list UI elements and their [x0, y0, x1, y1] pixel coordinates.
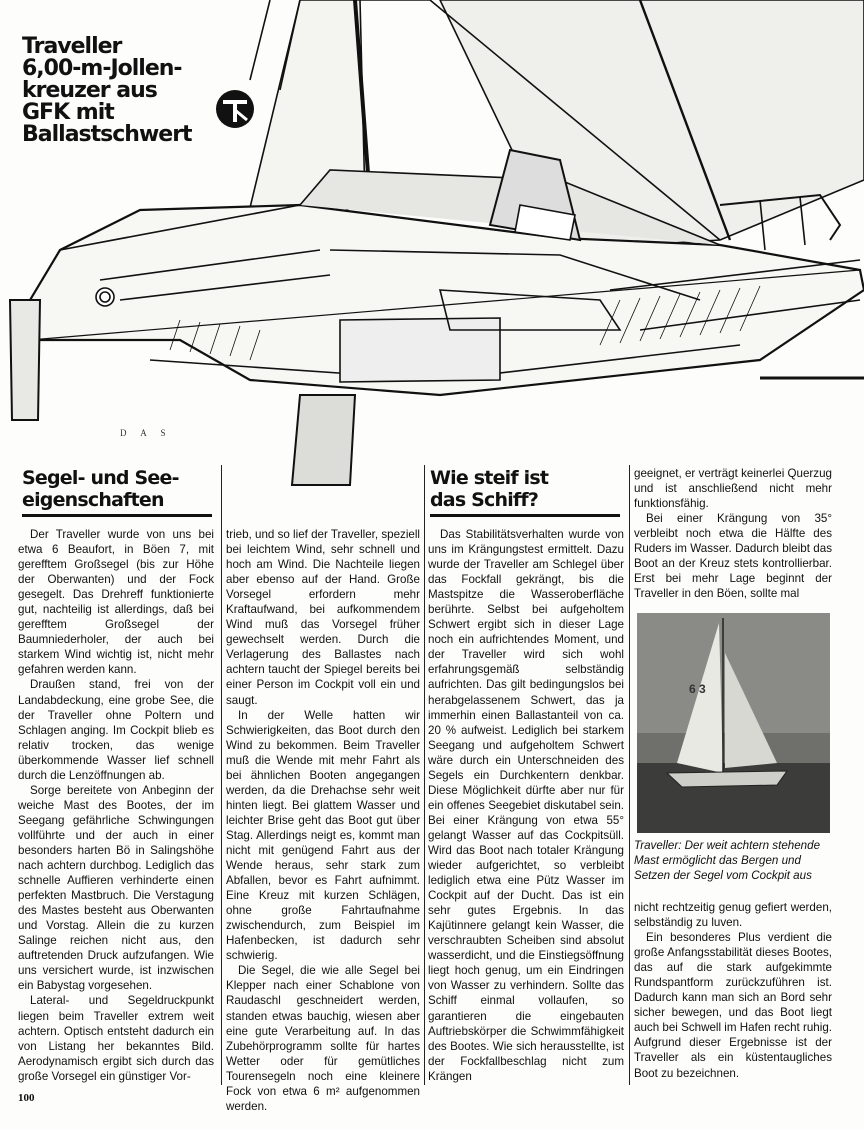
- traveller-logo-icon: [214, 88, 256, 130]
- paragraph: trieb, und so lief der Traveller, speziell bei leichtem Wind, sehr schnell und hoch am Wind. Die Nachteile liegen aber ebenso auf der Hand. Große Vorsegel erfordern mehr Kraftaufwand, bei aufkommendem Wind muß das Vorsegel früher gewechselt werden. Durch die Verlagerung des Ballastes nach achtern taucht der Spiegel bereits bei einer Person im Cockpit voll ein und saugt.: [226, 528, 420, 707]
- paragraph: Der Traveller wurde von uns bei etwa 6 Beaufort, in Böen 7, mit gerefftem Großsegel (bis zur Höhe der Oberwanten) und der Fock gesegelt. Das Drehreff funktionierte gut, nachteilig ist allerdings, daß bei gerefftem Großsegel der Baumniederholer, der auch bei starkem Wind wichtig ist, nicht mehr gefahren werden kann.: [18, 528, 214, 677]
- section-heading-stability: [430, 467, 620, 517]
- sailboat-photo: [637, 613, 830, 833]
- paragraph: Die Segel, die wie alle Segel bei Klepper nach einer Schablone von Raudaschl geschneidert werden, standen etwas bauchig, wiesen aber eine gute Verarbeitung auf. In das Zubehörprogramm sollte für hartes Wetter oder für gemütliches Tourensegeln noch eine kleinere Fock von etwa 6 m² aufgenommen werden.: [226, 964, 420, 1113]
- illustrator-signature: D A S: [120, 428, 172, 438]
- svg-text:6 3: 6 3: [689, 682, 706, 696]
- heading-line: das Schiff?: [430, 489, 539, 511]
- heading-line: eigenschaften: [22, 489, 164, 511]
- title-line: Traveller: [22, 34, 122, 59]
- paragraph: Sorge bereitete von Anbeginn der weiche Mast des Bootes, der im Seegang gefährliche Schwingungen vollführte und der auch in einer besonders harten Bö in Salingshöhe nach achtern durchbog. Lediglich das schnelle Auffieren verhinderte einen perfekten Mastbruch. Die Verstagung des Mastes besteht aus Oberwanten und Vorstag. Allein die zu kurzen Salinge reichen nicht aus, den auftretenden Druck aufzufangen. Wie uns versichert wurde, ist inzwischen ein Babystag vorgesehen.: [18, 783, 214, 993]
- article-title: [22, 36, 232, 146]
- column-divider: [629, 465, 630, 1085]
- paragraph: Lateral- und Segeldruckpunkt liegen beim Traveller extrem weit achtern. Optisch entsteht dadurch ein von Listang her bekanntes Bild. Aerodynamisch ergibt sich durch das große Vorsegel ein günstiger Vor-: [18, 994, 214, 1083]
- paragraph: Bei einer Krängung von 35° verbleibt noch etwa die Hälfte des Ruders im Wasser. Dadurch bleibt das Boot an der Kreuz stets kontrollierbar. Erst bei mehr Lage beginnt der Traveller in den Böen, sollte mal: [634, 512, 832, 601]
- heading-line: Segel- und See-: [22, 467, 179, 489]
- column-divider: [424, 465, 425, 1085]
- title-line: GFK mit: [22, 100, 114, 125]
- column-divider: [221, 465, 222, 1085]
- paragraph: nicht rechtzeitig genug gefiert werden, selbständig zu luven.: [634, 901, 832, 930]
- paragraph: geeignet, er verträgt keinerlei Querzug und ist anschließend nicht mehr funktionsfähig.: [634, 467, 832, 511]
- text-column-4-bottom: [634, 900, 832, 1090]
- paragraph: In der Welle hatten wir Schwierigkeiten, das Boot durch den Wind zu bekommen. Beim Traveller muß die Wende mit mehr Fahrt als bei ähnlichen Booten angegangen werden, da die Drehachse sehr weit hinten liegt. Bei glattem Wasser und leichter Brise geht das Boot gut über Stag. Allerdings neigt es, kommt man nicht mit genügend Fahrt aus der Wende heraus, sehr stark zum Abfallen, bevor es Fahrt aufnimmt. Eine Kreuz mit kurzen Schlägen, ohne große Fahrtaufnahme zwischendurch, zum Beispiel im Hafenbecken, ist dadurch sehr schwierig.: [226, 708, 420, 963]
- title-line: kreuzer aus: [22, 78, 157, 103]
- title-line: Ballastschwert: [22, 122, 192, 147]
- text-column-1: [18, 527, 214, 1087]
- paragraph: Draußen stand, frei von der Landabdeckung, eine grobe See, die der Traveller ohne Poltern und Schlagen anging. Im Cockpit blieb es relativ trocken, das wenige überkommende Wasser lief schnell durch die Lenzöffnungen ab.: [18, 678, 214, 782]
- text-column-2: [226, 527, 420, 1113]
- section-heading-sailing: [22, 467, 212, 517]
- paragraph: Ein besonderes Plus verdient die große Anfangsstabilität dieses Bootes, das auf die stark aufgekimmte Rundspantform zurückzuführen ist. Dadurch kann man sich an Bord sehr sicher bewegen, und das Boot liegt auch bei Schwell im Hafen recht ruhig. Aufgrund dieser Ergebnisse ist der Traveller als ein küstentaugliches Boot zu bezeichnen.: [634, 931, 832, 1080]
- heading-line: Wie steif ist: [430, 467, 549, 489]
- text-column-3: [428, 527, 624, 1087]
- paragraph: Das Stabilitätsverhalten wurde von uns im Krängungstest ermittelt. Dazu wurde der Traveller am Schlegel über das Fockfall gekrängt, bis die Mastspitze die Wasseroberfläche berührte. Selbst bei aufgeholtem Schwert ergibt sich in dieser Lage noch ein aufrichtendes Moment, und der Traveller wird sich wohl erfahrungsgemäß selbständig aufrichten. Das gilt bedingungslos bei herabgelassenem Schwert, das ja immerhin einen Ballastanteil von ca. 20 % aufweist. Lediglich bei starkem Seegang und aufgeholtem Schwert wäre durch ein Unterschneiden des Segels ein Durchkentern denkbar. Diese Möglichkeit dürfte aber nur für ein offenes Seegebiet diskutabel sein. Bei einer Krängung von etwa 55° gelangt Wasser auf das Cockpitsüll. Wird das Boot nach totaler Krängung wieder aufgerichtet, so verbleibt lediglich etwa eine Pütz Wasser im Cockpit auf der Ducht. Das ist ein sehr gutes Ergebnis. In das Kajütinnere gelangt kein Wasser, die verschraubten Scheiben sind absolut wasserdicht, und die Einstiegsöffnung liegt hoch genug, um ein Eindringen von Wasser zu verhindern. Sollte das Schiff einmal vollaufen, so garantieren die eingebauten Auftriebskörper die Schwimmfähigkeit des Bootes. Wie sich herausstellte, ist der Fockfallbeschlag nicht zum Krängen: [428, 528, 624, 1083]
- title-line: 6,00-m-Jollen-: [22, 56, 182, 81]
- photo-caption: Traveller: Der weit achtern stehende Mast ermöglicht das Bergen und Setzen der Segel vom Cockpit aus: [634, 839, 821, 882]
- page-number: 100: [18, 1092, 35, 1104]
- text-column-4-top: [634, 466, 832, 602]
